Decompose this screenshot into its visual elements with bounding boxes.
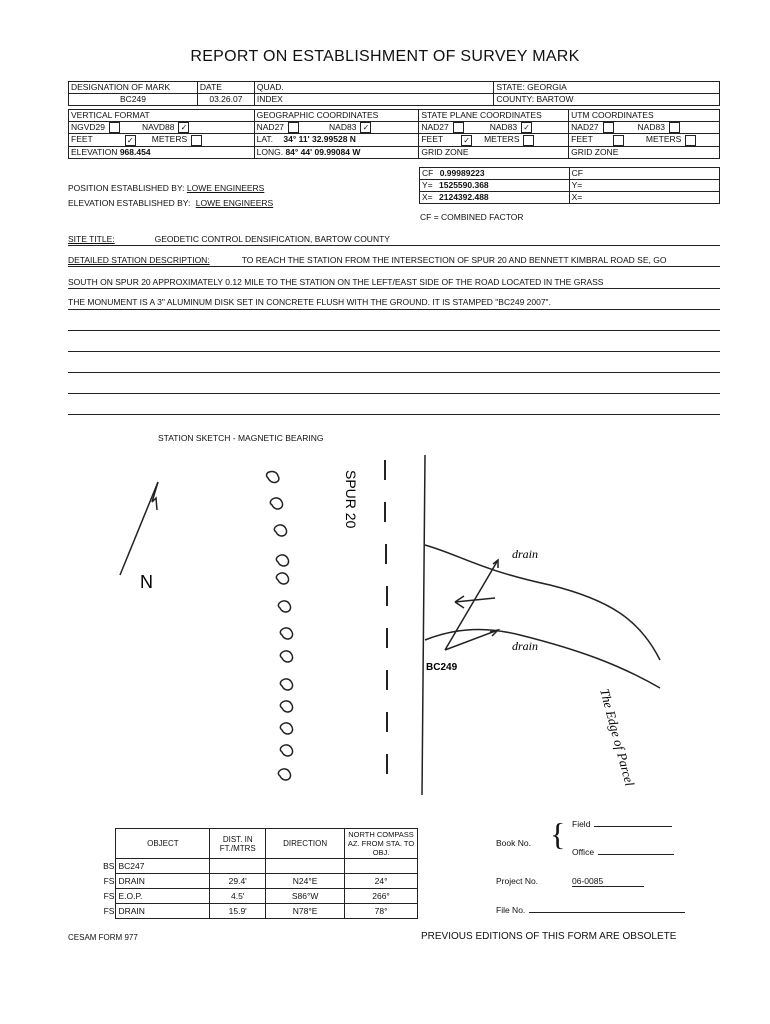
utm-nad83-label: NAD83 [637, 122, 665, 132]
project-label: Project No. [496, 876, 539, 886]
utm-grid-zone: GRID ZONE [569, 146, 720, 158]
table-row [100, 874, 418, 889]
row-azimuth: 24° [345, 874, 418, 889]
quad-value: INDEX [254, 94, 493, 106]
book-label: Book No. [496, 838, 531, 848]
lat-value: 34° 11' 32.99528 N [283, 134, 356, 145]
utm-cf: CF [569, 168, 719, 180]
drain-bottom [425, 630, 660, 688]
sp-nad27-checkbox[interactable] [453, 122, 464, 133]
mark-info-table [68, 81, 720, 106]
file-input[interactable] [529, 904, 685, 913]
state-plane-label: STATE PLANE COORDINATES [419, 110, 569, 122]
county-label: COUNTY: BARTOW [494, 94, 720, 106]
utm-meters-checkbox[interactable] [685, 135, 696, 146]
utm-feet-label: FEET [571, 134, 593, 145]
bearing-drain-top [445, 560, 498, 650]
row-direction: N24°E [266, 874, 345, 889]
road-label: SPUR 20 [343, 470, 359, 529]
north-label: N [140, 572, 153, 592]
elevation-established-label: ELEVATION ESTABLISHED BY: [68, 198, 191, 208]
divider [68, 330, 720, 331]
sp-grid-zone: GRID ZONE [419, 146, 569, 158]
cf-value: 0.99989223 [439, 168, 485, 178]
factors-table [419, 167, 720, 204]
form-number: CESAM FORM 977 [68, 933, 138, 942]
brace-icon: { [550, 816, 566, 852]
sp-meters-label: METERS [484, 134, 520, 145]
navd88-label: NAVD88 [142, 122, 175, 132]
utm-feet-checkbox[interactable] [613, 135, 624, 146]
y-label: Y= [422, 180, 433, 190]
date-value: 03.26.07 [197, 94, 254, 106]
divider [68, 266, 720, 267]
sp-nad27-label: NAD27 [421, 122, 449, 132]
row-object: DRAIN [116, 874, 210, 889]
utm-x: X= [569, 192, 719, 204]
tree-row [267, 472, 293, 780]
drain-bottom-label: drain [512, 639, 539, 653]
position-established-label: POSITION ESTABLISHED BY: [68, 183, 185, 193]
drain-top-label: drain [512, 547, 539, 561]
office-input[interactable] [598, 846, 674, 855]
geo-nad83-label: NAD83 [329, 122, 357, 132]
x-value: 2124392.488 [439, 192, 489, 202]
row-direction [266, 859, 345, 874]
x-label: X= [422, 192, 433, 202]
field-input[interactable] [594, 818, 672, 827]
meters-label: METERS [151, 134, 188, 145]
divider [68, 245, 720, 246]
row-object: BC247 [116, 859, 210, 874]
file-label: File No. [496, 905, 526, 915]
utm-nad27-checkbox[interactable] [603, 122, 614, 133]
elevation-established-value: LOWE ENGINEERS [195, 198, 274, 208]
row-distance: 15.9' [210, 904, 266, 919]
row-object: DRAIN [116, 904, 210, 919]
description-label: DETAILED STATION DESCRIPTION: [68, 255, 210, 265]
row-type: BS [103, 861, 115, 871]
col-azimuth: NORTH COMPASS AZ. FROM STA. TO OBJ. [345, 829, 418, 859]
designation-label: DESIGNATION OF MARK [69, 82, 198, 94]
geographic-label: GEOGRAPHIC COORDINATES [254, 110, 419, 122]
field-label: Field [572, 819, 591, 829]
geo-nad27-checkbox[interactable] [288, 122, 299, 133]
row-type: FS [103, 906, 115, 916]
feet-label: FEET [71, 134, 93, 145]
table-row [100, 889, 418, 904]
description-line-2: SOUTH ON SPUR 20 APPROXIMATELY 0.12 MILE TO THE STATION ON THE LEFT/EAST SIDE OF THE ROAD LOCATED IN THE GRASS [68, 277, 604, 287]
office-label: Office [572, 847, 595, 857]
quad-label: QUAD. [254, 82, 493, 94]
position-established-value: LOWE ENGINEERS [186, 183, 265, 193]
row-type: FS [103, 891, 115, 901]
coordinates-table [68, 109, 720, 159]
divider [68, 393, 720, 394]
description-line-1: TO REACH THE STATION FROM THE INTERSECTION OF SPUR 20 AND BENNETT KIMBRAL ROAD SE, GO [241, 255, 667, 265]
road-edge [422, 455, 425, 795]
utm-y: Y= [569, 180, 719, 192]
feet-checkbox[interactable]: ✓ [125, 135, 136, 146]
objects-table [100, 828, 418, 919]
row-azimuth [345, 859, 418, 874]
row-distance: 4.5' [210, 889, 266, 904]
lat-label: LAT. [256, 134, 274, 145]
description-line-3: THE MONUMENT IS A 3" ALUMINUM DISK SET IN CONCRETE FLUSH WITH THE GROUND. IT IS STAMPED "BC249 2007". [68, 297, 551, 307]
sketch-caption: STATION SKETCH - MAGNETIC BEARING [158, 433, 324, 443]
sp-nad83-label: NAD83 [489, 122, 518, 132]
row-azimuth: 266° [345, 889, 418, 904]
row-direction: N78°E [266, 904, 345, 919]
utm-meters-label: METERS [645, 134, 682, 145]
long-value: 84° 44' 09.99084 W [285, 146, 361, 157]
elevation-label: ELEVATION [71, 146, 118, 157]
sp-meters-checkbox[interactable] [523, 135, 534, 146]
vertical-format-label: VERTICAL FORMAT [69, 110, 255, 122]
north-arrow [120, 482, 158, 575]
obsolete-notice: PREVIOUS EDITIONS OF THIS FORM ARE OBSOLETE [421, 931, 677, 942]
station-label: BC249 [426, 662, 458, 673]
ngvd29-label: NGVD29 [71, 122, 106, 132]
utm-nad27-label: NAD27 [571, 122, 599, 132]
navd88-checkbox[interactable]: ✓ [178, 122, 189, 133]
divider [68, 309, 720, 310]
divider [68, 351, 720, 352]
drain-top [425, 545, 660, 660]
sp-feet-checkbox[interactable]: ✓ [461, 135, 472, 146]
station-sketch [100, 450, 700, 820]
sp-nad83-checkbox[interactable]: ✓ [521, 122, 532, 133]
cf-label: CF [422, 168, 434, 178]
divider [68, 288, 720, 289]
date-label: DATE [197, 82, 254, 94]
col-direction: DIRECTION [266, 829, 345, 859]
col-object: OBJECT [116, 829, 210, 859]
sp-feet-label: FEET [421, 134, 444, 145]
row-type: FS [103, 876, 115, 886]
meters-checkbox[interactable] [191, 135, 202, 146]
utm-label: UTM COORDINATES [569, 110, 720, 122]
site-title-value: GEODETIC CONTROL DENSIFICATION, BARTOW COUNTY [154, 234, 390, 244]
table-row [100, 904, 418, 919]
bearing-drain-bottom [445, 630, 498, 650]
geo-nad83-checkbox[interactable]: ✓ [360, 122, 371, 133]
long-label: LONG. [256, 146, 284, 157]
cf-note: CF = COMBINED FACTOR [420, 212, 524, 222]
state-label: STATE: GEORGIA [494, 82, 720, 94]
row-direction: S86°W [266, 889, 345, 904]
geo-nad27-label: NAD27 [256, 122, 285, 132]
divider [68, 372, 720, 373]
row-object: E.O.P. [116, 889, 210, 904]
utm-nad83-checkbox[interactable] [669, 122, 680, 133]
parcel-note: The Edge of Parcel [597, 686, 638, 788]
y-value: 1525590.368 [439, 180, 489, 190]
row-distance: 29.4' [210, 874, 266, 889]
col-distance: DIST. IN FT./MTRS [210, 829, 266, 859]
page-title: REPORT ON ESTABLISHMENT OF SURVEY MARK [190, 48, 580, 65]
elevation-value: 968.454 [119, 146, 151, 157]
table-row [100, 859, 418, 874]
row-distance [210, 859, 266, 874]
ngvd29-checkbox[interactable] [109, 122, 120, 133]
road-centerline [385, 460, 387, 774]
divider [68, 414, 720, 415]
row-azimuth: 78° [345, 904, 418, 919]
project-value: 06-0085 [572, 876, 644, 887]
site-title-label: SITE TITLE: [68, 234, 115, 244]
designation-value: BC249 [69, 94, 198, 106]
